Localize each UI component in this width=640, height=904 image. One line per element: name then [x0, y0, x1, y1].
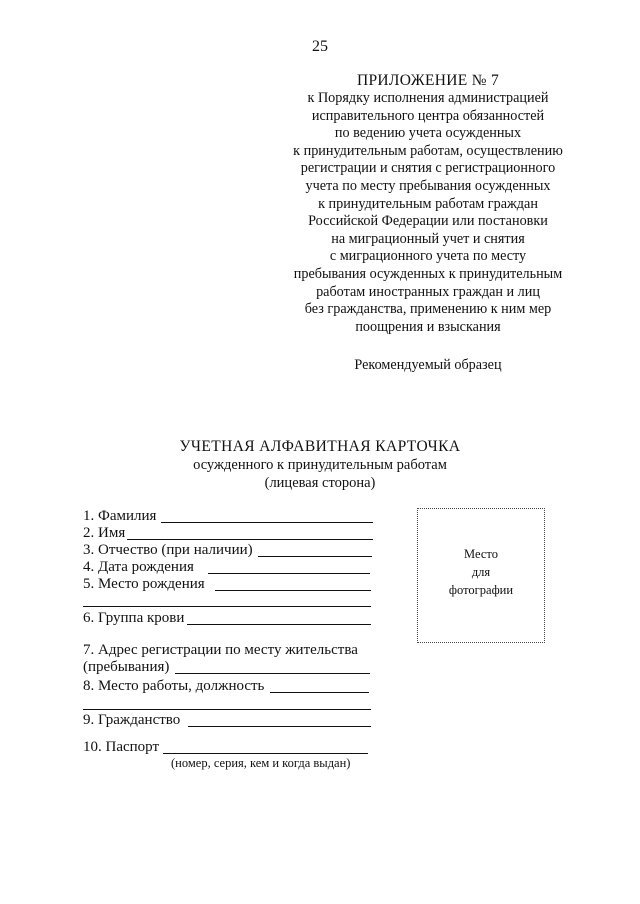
card-title-block [0, 438, 640, 492]
appendix-line: Российской Федерации или постановки [308, 213, 548, 230]
photo-label-line: для [471, 565, 491, 579]
appendix-line: пребывания осужденных к принудительным [293, 265, 563, 282]
recommended-sample-label: Рекомендуемый образец [354, 357, 502, 374]
workplace-field-continuation[interactable] [83, 709, 371, 710]
name-label: 2. Имя [83, 525, 126, 541]
birth-date-field[interactable] [208, 573, 370, 574]
appendix-line: с миграционного учета по месту [329, 248, 527, 265]
appendix-line: к принудительным работам граждан [318, 195, 538, 212]
workplace-field[interactable] [270, 692, 369, 693]
photo-label-line: фотографии [448, 583, 514, 597]
citizenship-field[interactable] [188, 726, 371, 727]
appendix-line: поощрения и взыскания [355, 318, 501, 335]
passport-hint: (номер, серия, кем и когда выдан) [171, 756, 351, 770]
patronymic-label: 3. Отчество (при наличии) [83, 542, 253, 558]
birth-place-field[interactable] [215, 590, 371, 591]
passport-label: 10. Паспорт [83, 739, 160, 755]
appendix-line: регистрации и снятия с регистрационного [300, 160, 556, 177]
blood-type-label: 6. Группа крови [83, 610, 185, 626]
appendix-line: работам иностранных граждан и лиц [316, 283, 540, 300]
appendix-line: исправительного центра обязанностей [311, 107, 545, 124]
address-label-continuation: (пребывания) [83, 659, 170, 675]
photo-placeholder [417, 508, 545, 643]
appendix-line: по ведению учета осужденных [334, 125, 522, 142]
appendix-line: к Порядку исполнения администрацией [307, 90, 549, 106]
card-title: УЧЕТНАЯ АЛФАВИТНАЯ КАРТОЧКА [179, 438, 461, 455]
photo-label-line: Место [464, 547, 498, 561]
address-label: 7. Адрес регистрации по месту жительства [83, 642, 358, 658]
blood-type-field[interactable] [187, 624, 371, 625]
appendix-line: учета по месту пребывания осужденных [305, 177, 551, 194]
appendix-line: к принудительным работам, осуществлению [293, 142, 563, 159]
appendix-line: на миграционный учет и снятия [331, 230, 525, 247]
appendix-heading: ПРИЛОЖЕНИЕ № 7 [356, 72, 500, 89]
card-side-label: (лицевая сторона) [264, 475, 376, 491]
birth-date-label: 4. Дата рождения [83, 559, 194, 575]
citizenship-label: 9. Гражданство [83, 712, 181, 728]
card-subtitle: осужденного к принудительным работам [193, 457, 447, 473]
workplace-label: 8. Место работы, должность [83, 678, 265, 694]
patronymic-field[interactable] [258, 556, 372, 557]
surname-field[interactable] [161, 522, 373, 523]
passport-field[interactable] [163, 753, 368, 754]
page-number: 25 [312, 38, 328, 55]
appendix-header [268, 72, 588, 374]
address-field[interactable] [175, 673, 370, 674]
surname-label: 1. Фамилия [83, 508, 157, 524]
appendix-line: без гражданства, применению к ним мер [304, 301, 552, 318]
name-field[interactable] [127, 539, 373, 540]
photo-label [418, 545, 544, 599]
birth-place-field-continuation[interactable] [83, 606, 371, 607]
birth-place-label: 5. Место рождения [83, 576, 205, 592]
